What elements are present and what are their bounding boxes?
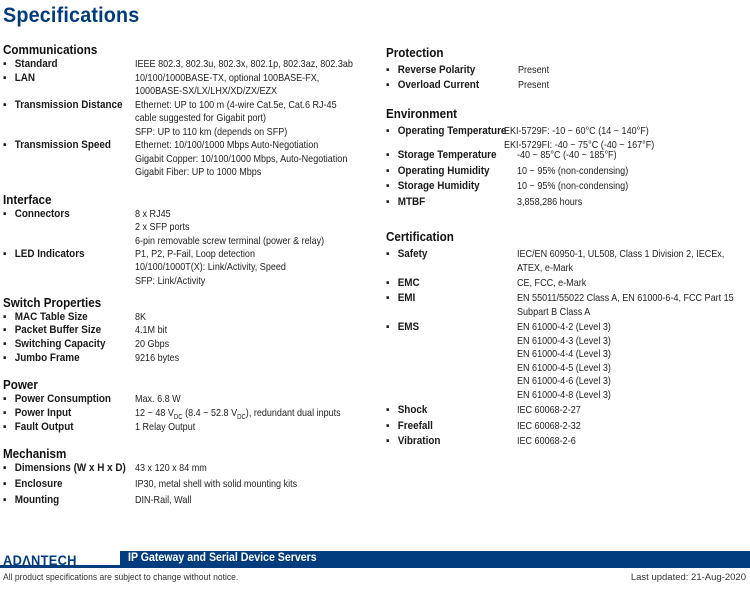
spec-value: 3,858,286 hours xyxy=(517,195,583,208)
brand-logo: ADΛNTECH xyxy=(3,552,77,568)
spec-value: 9216 bytes xyxy=(135,351,180,364)
spec-label: ▪ Transmission Distance xyxy=(3,99,123,140)
spec-label: ▪ Reverse Polarity xyxy=(386,64,475,79)
section-title: Communications xyxy=(3,43,98,57)
spec-label: ▪ Power Consumption xyxy=(3,393,111,407)
spec-label: ▪ Freefall xyxy=(386,420,433,436)
spec-value: -40 ~ 85°C (-40 ~ 185°F) xyxy=(517,149,617,161)
section-environment xyxy=(386,106,748,211)
spec-label: ▪ LAN xyxy=(3,72,35,99)
spec-label: ▪ Switching Capacity xyxy=(3,338,105,352)
section-title: Mechanism xyxy=(3,446,67,461)
spec-label: ▪ LED Indicators xyxy=(3,248,85,288)
spec-row-storage-humidity xyxy=(386,180,748,196)
spec-value: EN 55011/55022 Class A, EN 61000-6-4, FCC Part 15 Subpart B Class A xyxy=(517,292,734,318)
spec-row-lan xyxy=(3,72,375,99)
spec-label: ▪ Dimensions (W x H x D) xyxy=(3,462,126,478)
spec-label: ▪ Jumbo Frame xyxy=(3,352,80,366)
spec-value: EKI-5729F: -10 ~ 60°C (14 ~ 140°F) EKI-5729FI: -40 ~ 75°C (-40 ~ 167°F) xyxy=(504,125,655,151)
spec-value: IEEE 802.3, 802.3u, 802.3x, 802.1p, 802.3az, 802.3ab xyxy=(135,58,353,70)
spec-row-operating-humidity xyxy=(386,165,748,181)
spec-row-emc xyxy=(386,277,748,292)
spec-label: ▪ Overload Current xyxy=(386,79,479,94)
section-communications xyxy=(3,42,375,180)
spec-value: EN 61000-4-2 (Level 3) EN 61000-4-3 (Level 3) EN 61000-4-4 (Level 3) EN 61000-4-5 (Level 3) EN 61000-4-6 (Level 3) EN 61000-4-8 (Level 3) xyxy=(517,321,611,401)
spec-value: 20 Gbps xyxy=(135,338,170,351)
left-column xyxy=(3,42,375,510)
spec-row-distance xyxy=(3,99,375,140)
spec-row-operating-temperature xyxy=(386,125,748,149)
spec-row-ems xyxy=(386,321,748,404)
spec-row-reverse-polarity xyxy=(386,64,748,79)
spec-value: 4.1M bit xyxy=(135,324,168,337)
spec-label: ▪ Enclosure xyxy=(3,478,63,494)
spec-label: ▪ EMI xyxy=(386,292,415,321)
spec-label: ▪ Safety xyxy=(386,248,427,277)
footer-banner-text: IP Gateway and Serial Device Servers xyxy=(128,552,317,564)
section-title: Interface xyxy=(3,192,52,207)
spec-label: ▪ Packet Buffer Size xyxy=(3,324,101,338)
spec-row-overload-current xyxy=(386,79,748,94)
spec-label: ▪ Connectors xyxy=(3,208,70,248)
spec-row-led xyxy=(3,248,375,288)
spec-row-shock xyxy=(386,404,748,420)
spec-row-enclosure xyxy=(3,478,375,494)
spec-value: Present xyxy=(518,79,550,91)
spec-row-storage-temperature xyxy=(386,149,748,165)
spec-value: 1 Relay Output xyxy=(135,420,196,433)
spec-row-mac-table xyxy=(3,311,375,325)
section-title: Power xyxy=(3,377,38,392)
section-title: Protection xyxy=(386,46,444,60)
spec-row-connectors xyxy=(3,208,375,248)
spec-label: ▪ Operating Temperature xyxy=(386,125,506,149)
spec-row-safety xyxy=(386,248,748,277)
spec-label: ▪ EMS xyxy=(386,321,419,404)
spec-label: ▪ Standard xyxy=(3,58,58,72)
section-interface xyxy=(3,192,375,288)
spec-value: IEC 60068-2-6 xyxy=(517,435,576,447)
spec-label: ▪ Power Input xyxy=(3,407,71,421)
spec-label: ▪ Mounting xyxy=(3,494,59,510)
spec-label: ▪ Operating Humidity xyxy=(386,165,490,181)
spec-value: 8 x RJ45 2 x SFP ports 6-pin removable screw terminal (power & relay) xyxy=(135,207,325,247)
spec-value: CE, FCC, e-Mark xyxy=(517,277,587,289)
section-mechanism xyxy=(3,446,375,510)
spec-value: 10 ~ 95% (non-condensing) xyxy=(517,164,629,177)
spec-label: ▪ Fault Output xyxy=(3,421,74,435)
section-title: Switch Properties xyxy=(3,295,102,310)
spec-label: ▪ Storage Humidity xyxy=(386,180,480,196)
spec-row-freefall xyxy=(386,420,748,436)
spec-label: ▪ Vibration xyxy=(386,435,440,451)
section-protection xyxy=(386,45,748,94)
spec-row-power-input xyxy=(3,407,375,421)
spec-label: ▪ MAC Table Size xyxy=(3,311,88,325)
spec-row-mtbf xyxy=(386,196,748,212)
spec-row-mounting xyxy=(3,494,375,510)
spec-value: Ethernet: 10/100/1000 Mbps Auto-Negotiation Gigabit Copper: 10/100/1000 Mbps, Auto-Negotiation Gigabit Fiber: UP to 1000 Mbps xyxy=(135,139,348,178)
page-title: Specifications xyxy=(3,4,140,27)
spec-row-jumbo-frame xyxy=(3,352,375,366)
footer-rule xyxy=(0,565,750,568)
spec-row-power-consumption xyxy=(3,393,375,407)
spec-label: ▪ MTBF xyxy=(386,196,425,212)
section-power xyxy=(3,377,375,435)
spec-value: IEC/EN 60950-1, UL508, Class 1 Division 2, IECEx, ATEX, e-Mark xyxy=(517,248,725,274)
spec-value: DIN-Rail, Wall xyxy=(135,493,192,506)
spec-row-fault-output xyxy=(3,421,375,435)
spec-row-standard xyxy=(3,58,375,72)
spec-value: Present xyxy=(518,64,550,76)
spec-label: ▪ Storage Temperature xyxy=(386,149,497,165)
spec-value: 10/100/1000BASE-TX, optional 100BASE-FX, 1000BASE-SX/LX/LHX/XD/ZX/EZX xyxy=(135,71,320,97)
spec-value: 10 ~ 95% (non-condensing) xyxy=(517,180,629,192)
spec-value: 12 ~ 48 $V_{DC}$ (8.4 ~ 52.8 $V_{DC}$), redundant dual inputs xyxy=(135,406,341,421)
section-title: Environment xyxy=(386,107,458,121)
spec-value: IEC 60068-2-32 xyxy=(517,419,581,432)
spec-value: Max. 6.8 W xyxy=(135,392,181,405)
spec-row-dimensions xyxy=(3,462,375,478)
section-title: Certification xyxy=(386,230,454,244)
spec-label: ▪ EMC xyxy=(386,277,420,292)
disclaimer-note: All product specifications are subject to change without notice. xyxy=(3,572,239,583)
spec-value: Ethernet: UP to 100 m (4-wire Cat.5e, Cat.6 RJ-45 cable suggested for Gigabit port) SFP: UP to 110 km (depends on SFP) xyxy=(135,98,337,138)
spec-value: P1, P2, P-Fail, Loop detection 10/100/1000T(X): Link/Activity, Speed SFP: Link/Activity xyxy=(135,247,286,287)
spec-row-emi xyxy=(386,292,748,321)
spec-row-switching-capacity xyxy=(3,338,375,352)
section-certification xyxy=(386,229,748,451)
spec-value: 43 x 120 x 84 mm xyxy=(135,461,207,474)
right-column xyxy=(386,45,748,451)
spec-value: IP30, metal shell with solid mounting kits xyxy=(135,477,298,490)
spec-label: ▪ Transmission Speed xyxy=(3,139,111,180)
spec-row-vibration xyxy=(386,435,748,451)
spec-row-speed xyxy=(3,139,375,180)
last-updated: Last updated: 21-Aug-2020 xyxy=(630,572,746,583)
spec-label: ▪ Shock xyxy=(386,404,427,420)
spec-value: 8K xyxy=(135,310,147,323)
section-switch-properties xyxy=(3,295,375,366)
spec-value: IEC 60068-2-27 xyxy=(517,404,581,416)
spec-row-packet-buffer xyxy=(3,324,375,338)
